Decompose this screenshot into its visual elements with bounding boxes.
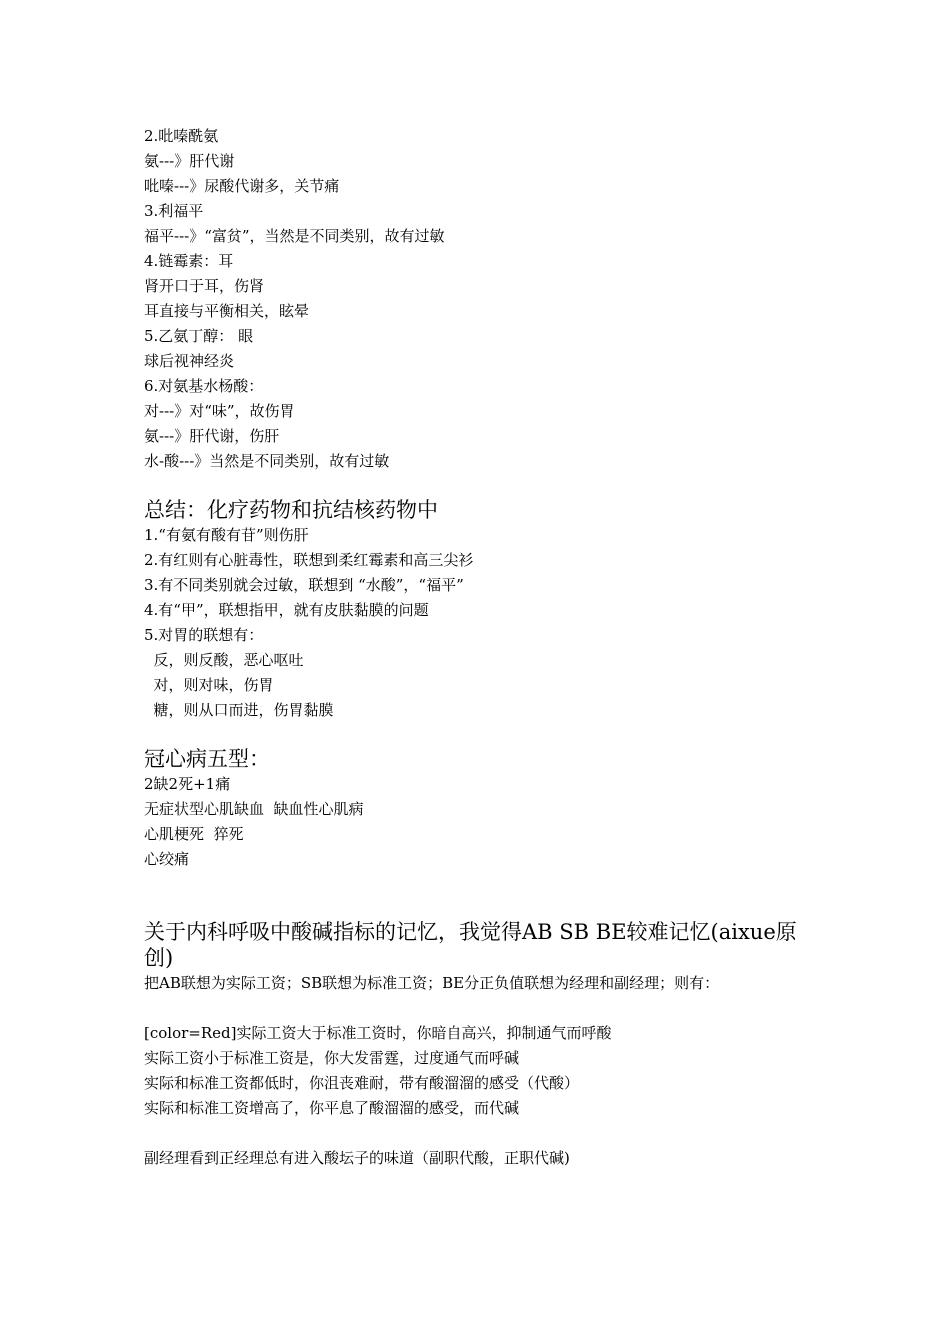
- text-line: 实际和标准工资都低时，你沮丧难耐，带有酸溜溜的感受（代酸）: [144, 1074, 580, 1092]
- text-line: [color=Red]实际工资大于标准工资时，你暗自高兴，抑制通气而呼酸: [144, 1024, 612, 1042]
- intro-line: 把AB联想为实际工资；SB联想为标准工资；BE分正负值联想为经理和副经理；则有：: [144, 974, 720, 992]
- text-line: 吡嗪---》尿酸代谢多，关节痛: [144, 177, 340, 195]
- text-line: 1.“有氨有酸有苷”则伤肝: [144, 526, 309, 544]
- text-line: 球后视神经炎: [144, 352, 235, 370]
- section-anti-tb-drugs: [144, 124, 814, 474]
- text-line: 5.对胃的联想有：: [144, 626, 264, 644]
- closing-line: 副经理看到正经理总有进入酸坛子的味道（副职代酸，正职代碱): [144, 1149, 570, 1167]
- text-line: 4.链霉素：耳: [144, 252, 234, 270]
- text-line: 2.有红则有心脏毒性，联想到柔红霉素和高三尖衫: [144, 551, 474, 569]
- text-line: 氨---》肝代谢: [144, 152, 235, 170]
- text-line: 心肌梗死 猝死: [144, 825, 244, 843]
- text-line: 3.利福平: [144, 202, 204, 220]
- text-line: 5.乙氨丁醇： 眼: [144, 327, 254, 345]
- text-line: 对---》对“味”，故伤胃: [144, 402, 295, 420]
- section-chd-types: [144, 746, 814, 872]
- text-line: 无症状型心肌缺血 缺血性心肌病: [144, 800, 364, 818]
- text-line: 4.有“甲”，联想指甲，就有皮肤黏膜的问题: [144, 601, 429, 619]
- text-line: 2.吡嗪酰氨: [144, 127, 219, 145]
- section-heading: 总结：化疗药物和抗结核药物中: [144, 498, 438, 522]
- text-line: 实际和标准工资增高了，你平息了酸溜溜的感受，而代碱: [144, 1099, 520, 1117]
- text-line: 糖，则从口而进，伤胃黏膜: [144, 701, 334, 719]
- text-line: 对，则对味，伤胃: [144, 676, 274, 694]
- text-line: 心绞痛: [144, 850, 190, 868]
- text-line: 实际工资小于标准工资是，你大发雷霆，过度通气而呼碱: [144, 1049, 520, 1067]
- text-line: 耳直接与平衡相关，眩晕: [144, 302, 310, 320]
- section-heading: 冠心病五型：: [144, 747, 270, 771]
- text-line: 3.有不同类别就会过敏，联想到 “水酸”，“福平”: [144, 576, 464, 594]
- section-heading: 关于内科呼吸中酸碱指标的记忆，我觉得AB SB BE较难记忆(aixue原创): [144, 920, 797, 970]
- text-line: 福平---》“富贫”，当然是不同类别，故有过敏: [144, 227, 445, 245]
- document-body: [144, 124, 814, 1171]
- text-line: 2缺2死+1痛: [144, 775, 231, 793]
- text-line: 肾开口于耳，伤肾: [144, 277, 265, 295]
- text-line: 水-酸---》当然是不同类别，故有过敏: [144, 452, 390, 470]
- text-line: 反，则反酸，恶心呕吐: [144, 651, 304, 669]
- text-line: 6.对氨基水杨酸：: [144, 377, 264, 395]
- section-acid-base: [144, 919, 814, 1171]
- section-summary: [144, 497, 814, 723]
- text-line: 氨---》肝代谢，伤肝: [144, 427, 280, 445]
